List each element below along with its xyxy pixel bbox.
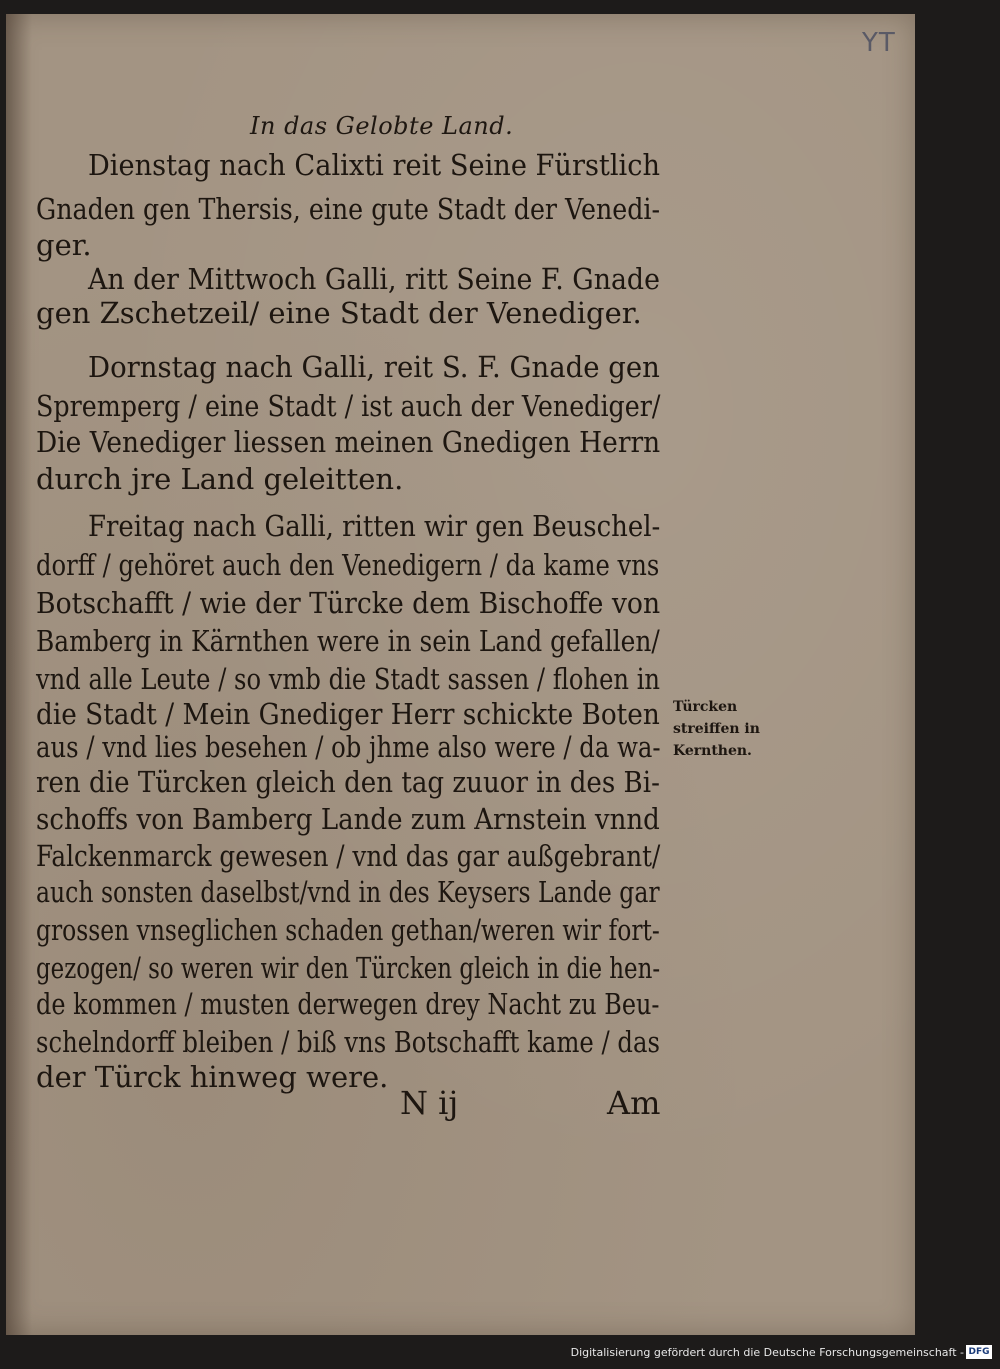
text-line: die Stadt / Mein Gnediger Herr schickte Boten <box>36 697 660 731</box>
text-line: vnd alle Leute / so vmb die Stadt sassen / flohen in <box>36 662 661 696</box>
text-line: schoffs von Bamberg Lande zum Arnstein vnnd <box>36 802 660 836</box>
text-line: Dornstag nach Galli, reit S. F. Gnade gen <box>88 350 660 384</box>
text-line: Bamberg in Kärnthen were in sein Land gefallen/ <box>36 624 660 658</box>
text-line: aus / vnd lies besehen / ob jhme also were / da wa- <box>36 730 661 764</box>
text-line: Gnaden gen Thersis, eine gute Stadt der Venedi- <box>36 192 661 226</box>
text-line: ren die Türcken gleich den tag zuuor in des Bi- <box>36 765 660 799</box>
text-line: Freitag nach Galli, ritten wir gen Beuschel- <box>88 509 661 543</box>
text-line: der Türck hinweg were. <box>36 1060 389 1094</box>
signature-mark: N ij <box>400 1084 459 1122</box>
text-line: auch sonsten daselbst/vnd in des Keysers Lande gar <box>36 875 660 909</box>
text-line: An der Mittwoch Galli, ritt Seine F. Gnade <box>88 262 660 296</box>
marginal-note-line: Türcken <box>673 699 738 715</box>
text-line: Botschafft / wie der Türcke dem Bischoffe von <box>36 586 661 620</box>
page-number: YT <box>862 28 896 58</box>
text-line: de kommen / musten derwegen drey Nacht zu Beu- <box>36 987 660 1021</box>
text-line: Spremperg / eine Stadt / ist auch der Venediger/ <box>36 389 661 423</box>
dfg-logo: DFG <box>966 1345 992 1359</box>
text-line: Falckenmarck gewesen / vnd das gar außgebrant/ <box>36 839 661 873</box>
text-line: durch jre Land geleitten. <box>36 462 404 496</box>
text-line: Die Venediger liessen meinen Gnedigen Herrn <box>36 425 661 459</box>
funding-footer: Digitalisierung gefördert durch die Deutsche Forschungsgemeinschaft - <box>570 1346 964 1359</box>
running-head: In das Gelobte Land. <box>250 112 514 140</box>
marginal-note-line: Kernthen. <box>673 743 752 759</box>
catchword: Am <box>607 1084 661 1122</box>
text-line: dorff / gehöret auch den Venedigern / da kame vns <box>36 548 660 582</box>
text-line: ger. <box>36 228 92 262</box>
page-gutter <box>6 14 32 1335</box>
text-line: Dienstag nach Calixti reit Seine Fürstlich <box>88 148 661 182</box>
text-line: grossen vnseglichen schaden gethan/weren wir fort- <box>36 913 660 947</box>
text-line: schelndorff bleiben / biß vns Botschafft kame / das <box>36 1025 660 1059</box>
marginal-note-line: streiffen in <box>673 721 760 737</box>
text-line: gezogen/ so weren wir den Türcken gleich in die hen- <box>36 951 661 985</box>
text-line: gen Zschetzeil/ eine Stadt der Venediger. <box>36 296 642 330</box>
